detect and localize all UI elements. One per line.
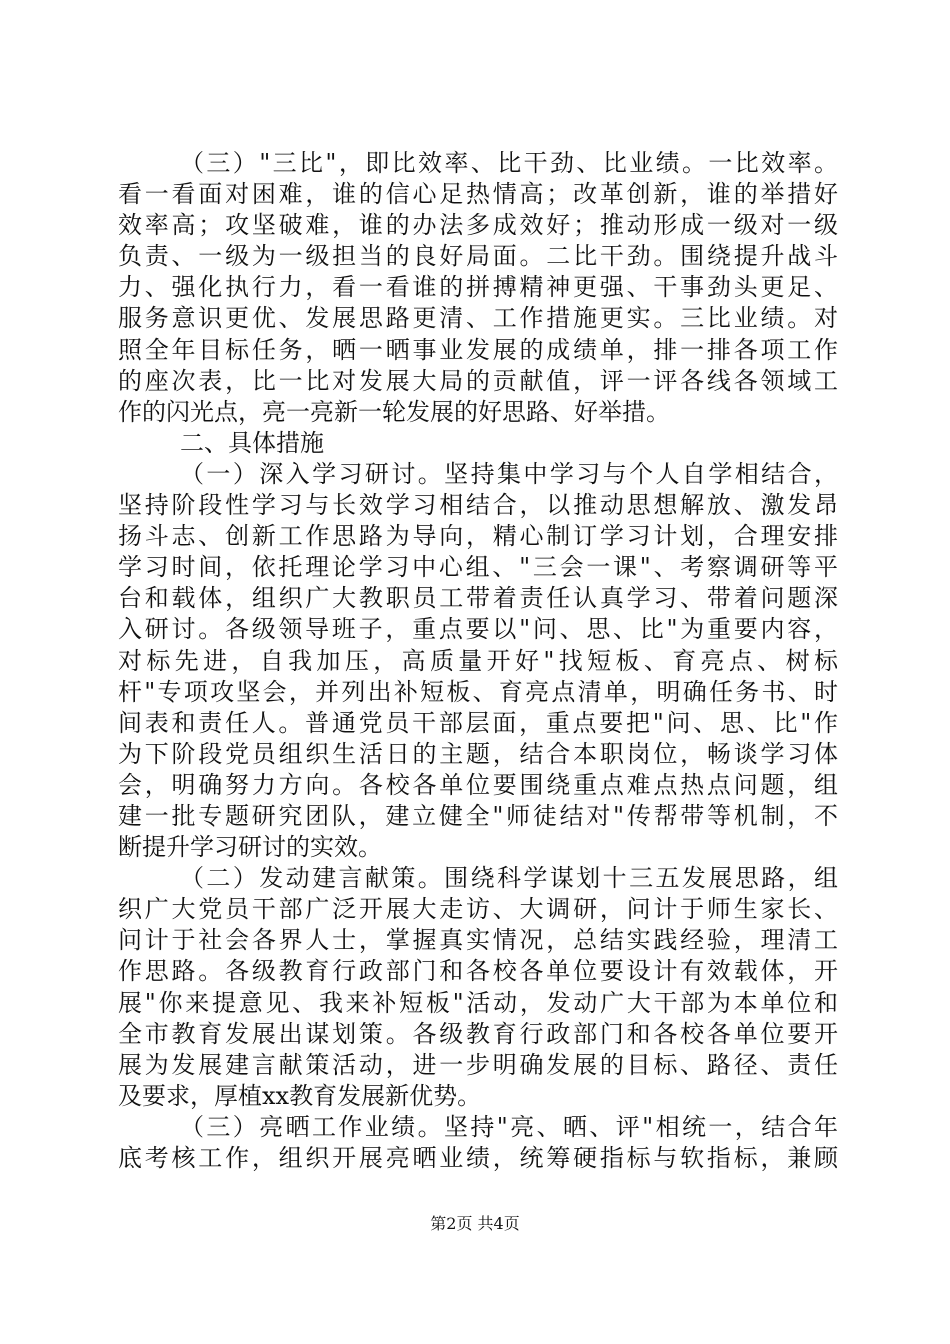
text-line: （一）深入学习研讨。坚持集中学习与个人自学相结合， xyxy=(180,459,838,488)
page-footer: 第2页 共4页 xyxy=(430,1214,520,1233)
text-line: 断提升学习研讨的实效。 xyxy=(118,833,382,862)
text-line: 作的闪光点，亮一亮新一轮发展的好思路、好举措。 xyxy=(118,397,670,426)
text-line: 看一看面对困难，谁的信心足热情高；改革创新，谁的举措好 xyxy=(118,180,838,209)
text-line: 展"你来提意见、我来补短板"活动，发动广大干部为本单位和 xyxy=(118,988,838,1017)
text-line: 入研讨。各级领导班子，重点要以"问、思、比"为重要内容， xyxy=(118,615,838,644)
text-line: 作思路。各级教育行政部门和各校各单位要设计有效载体，开 xyxy=(118,957,838,986)
text-line: 学习时间，依托理论学习中心组、"三会一课"、考察调研等平 xyxy=(118,553,838,582)
text-line: 负责、一级为一级担当的良好局面。二比干劲。围绕提升战斗 xyxy=(118,242,838,271)
text-line: 为下阶段党员组织生活日的主题，结合本职岗位，畅谈学习体 xyxy=(118,739,838,768)
text-line: 展为发展建言献策活动，进一步明确发展的目标、路径、责任 xyxy=(118,1050,838,1079)
text-line: 坚持阶段性学习与长效学习相结合，以推动思想解放、激发昂 xyxy=(118,491,838,520)
text-line: 效率高；攻坚破难，谁的办法多成效好；推动形成一级对一级 xyxy=(118,211,838,240)
text-line: 及要求，厚植xx教育发展新优势。 xyxy=(118,1081,482,1110)
text-line: 问计于社会各界人士，掌握真实情况，总结实践经验，理清工 xyxy=(118,926,838,955)
text-line: 的座次表，比一比对发展大局的贡献值，评一评各线各领域工 xyxy=(118,366,838,395)
text-line: （三）亮晒工作业绩。坚持"亮、晒、评"相统一，结合年 xyxy=(180,1112,838,1141)
text-line: 台和载体，组织广大教职员工带着责任认真学习、带着问题深 xyxy=(118,584,838,613)
text-line: 杆"专项攻坚会，并列出补短板、育亮点清单，明确任务书、时 xyxy=(118,677,838,706)
text-line: 会，明确努力方向。各校各单位要围绕重点难点热点问题，组 xyxy=(118,770,838,799)
document-body xyxy=(118,148,838,1174)
text-line: （三）"三比"，即比效率、比干劲、比业绩。一比效率。 xyxy=(180,149,838,177)
text-line: 间表和责任人。普通党员干部层面，重点要把"问、思、比"作 xyxy=(118,708,838,737)
text-line: 力、强化执行力，看一看谁的拼搏精神更强、干事劲头更足、 xyxy=(118,273,838,302)
text-line: 底考核工作，组织开展亮晒业绩，统筹硬指标与软指标，兼顾 xyxy=(118,1144,838,1172)
text-line: 照全年目标任务，晒一晒事业发展的成绩单，排一排各项工作 xyxy=(118,335,838,364)
text-line: 对标先进，自我加压，高质量开好"找短板、育亮点、树标 xyxy=(118,646,838,675)
text-line: 全市教育发展出谋划策。各级教育行政部门和各校各单位要开 xyxy=(118,1019,838,1048)
text-line: 服务意识更优、发展思路更清、工作措施更实。三比业绩。对 xyxy=(118,304,838,333)
text-line: 二、具体措施 xyxy=(180,428,324,457)
text-line: 织广大党员干部广泛开展大走访、大调研，问计于师生家长、 xyxy=(118,895,838,924)
text-line: 建一批专题研究团队，建立健全"师徒结对"传帮带等机制，不 xyxy=(118,801,838,830)
text-line: （二）发动建言献策。围绕科学谋划十三五发展思路，组 xyxy=(180,864,838,893)
text-line: 扬斗志、创新工作思路为导向，精心制订学习计划，合理安排 xyxy=(118,522,838,551)
